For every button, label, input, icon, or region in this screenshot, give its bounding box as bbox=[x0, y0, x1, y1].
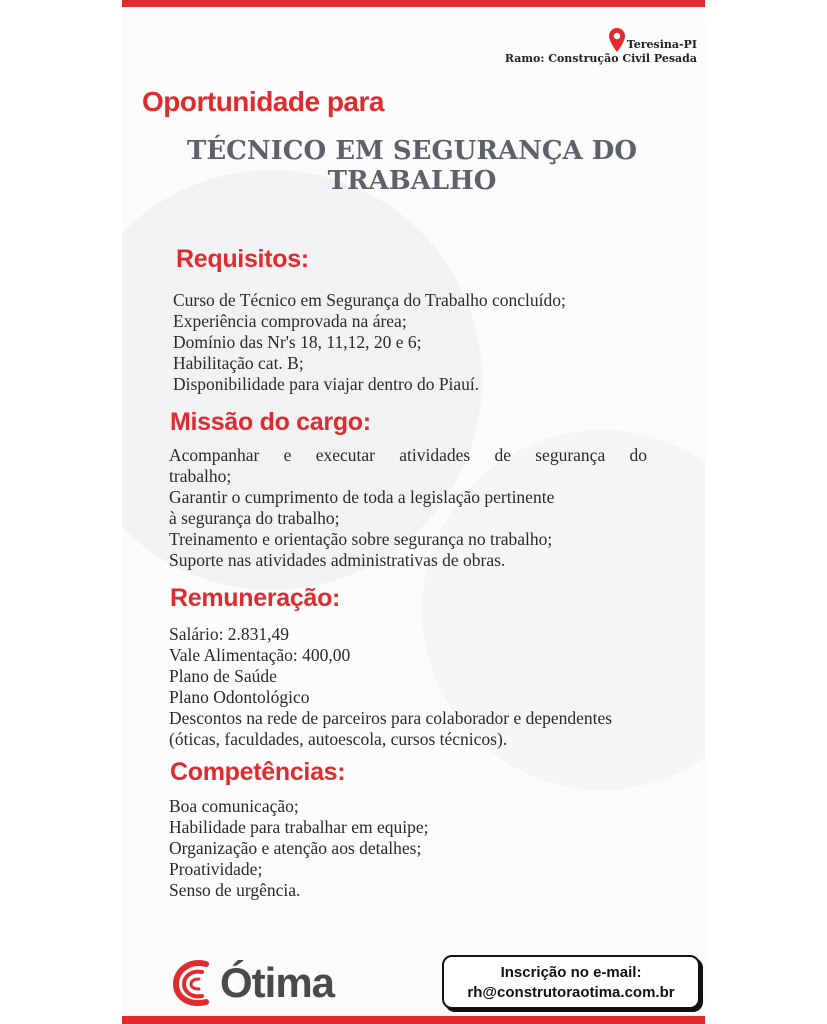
top-accent-bar bbox=[122, 0, 705, 7]
list-item: Treinamento e orientação sobre segurança no trabalho; bbox=[169, 529, 553, 549]
requisitos-list bbox=[173, 290, 566, 395]
list-item: Acompanhar e executar atividades de segurança do bbox=[169, 445, 647, 465]
logo-text: Ótima bbox=[220, 959, 335, 1006]
list-item: (óticas, faculdades, autoescola, cursos técnicos). bbox=[169, 729, 508, 749]
job-title-line: TRABALHO bbox=[327, 166, 497, 196]
location-city: Teresina-PI bbox=[626, 38, 697, 51]
section-title-competencias: Competências: bbox=[170, 758, 346, 786]
section-title-missao: Missão do cargo: bbox=[170, 408, 371, 436]
list-item: Domínio das Nr's 18, 11,12, 20 e 6; bbox=[173, 332, 422, 352]
section-title-remuneracao: Remuneração: bbox=[170, 584, 341, 612]
list-item: Descontos na rede de parceiros para colaborador e dependentes bbox=[169, 708, 613, 728]
list-item: Experiência comprovada na área; bbox=[173, 311, 407, 331]
application-email-box bbox=[442, 955, 700, 1009]
list-item: Disponibilidade para viajar dentro do Piauí. bbox=[173, 374, 480, 394]
opportunity-heading: Oportunidade para bbox=[142, 86, 384, 117]
remuneracao-list bbox=[169, 624, 612, 750]
missao-list bbox=[169, 445, 647, 571]
list-item: Curso de Técnico em Segurança do Trabalho concluído; bbox=[173, 290, 566, 310]
location-block bbox=[505, 28, 697, 66]
list-item: Organização e atenção aos detalhes; bbox=[169, 838, 422, 858]
list-item: Vale Alimentação: 400,00 bbox=[169, 645, 351, 665]
list-item: Senso de urgência. bbox=[169, 880, 301, 900]
job-poster bbox=[122, 0, 705, 1024]
email-label: Inscrição no e-mail: bbox=[500, 964, 642, 981]
list-item: Salário: 2.831,49 bbox=[169, 624, 290, 644]
list-item: trabalho; bbox=[169, 466, 232, 486]
list-item: à segurança do trabalho; bbox=[169, 508, 340, 528]
list-item: Suporte nas atividades administrativas de obras. bbox=[169, 550, 506, 570]
list-item: Habilitação cat. B; bbox=[173, 353, 304, 373]
location-pin-icon bbox=[609, 28, 625, 52]
job-title-line: TÉCNICO EM SEGURANÇA DO bbox=[187, 136, 637, 166]
list-item: Proatividade; bbox=[169, 859, 263, 879]
email-address-link[interactable]: rh@construtoraotima.com.br bbox=[467, 984, 675, 1001]
list-item: Habilidade para trabalhar em equipe; bbox=[169, 817, 429, 837]
business-sector: Ramo: Construção Civil Pesada bbox=[504, 52, 697, 65]
list-item: Garantir o cumprimento de toda a legislação pertinente bbox=[169, 487, 555, 507]
bottom-accent-bar bbox=[122, 1016, 705, 1024]
list-item: Plano Odontológico bbox=[169, 687, 310, 707]
list-item: Plano de Saúde bbox=[169, 666, 277, 686]
job-title bbox=[162, 136, 662, 196]
otima-swoosh-icon bbox=[172, 958, 218, 1008]
list-item: Boa comunicação; bbox=[169, 796, 299, 816]
company-logo bbox=[172, 958, 334, 1008]
competencias-list bbox=[169, 796, 428, 901]
section-title-requisitos: Requisitos: bbox=[176, 245, 309, 273]
